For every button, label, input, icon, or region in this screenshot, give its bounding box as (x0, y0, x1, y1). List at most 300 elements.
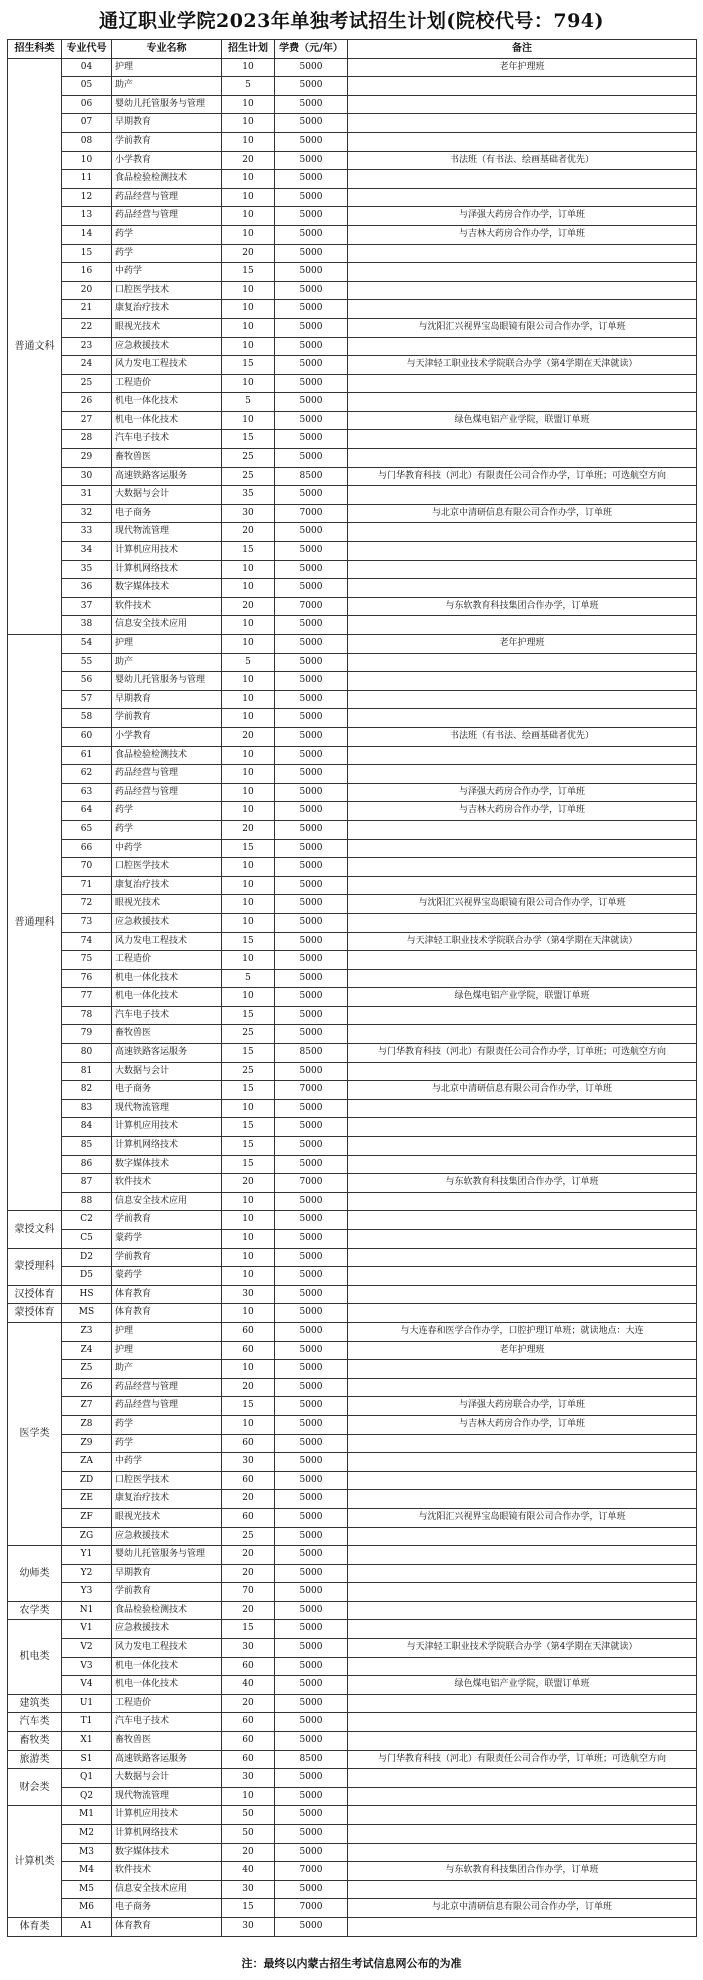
tuition-cell: 5000 (275, 393, 348, 412)
code-cell: 79 (62, 1025, 112, 1044)
tuition-cell: 5000 (275, 542, 348, 561)
plan-cell: 40 (222, 1676, 275, 1695)
code-cell: 34 (62, 542, 112, 561)
header-major: 专业名称 (112, 40, 222, 59)
remarks-cell (348, 1564, 697, 1583)
code-cell: 06 (62, 95, 112, 114)
remarks-cell (348, 1490, 697, 1509)
remarks-cell (348, 1806, 697, 1825)
major-cell: 体育教育 (112, 1304, 222, 1323)
tuition-cell: 5000 (275, 114, 348, 133)
code-cell: Q2 (62, 1787, 112, 1806)
major-cell: 药品经营与管理 (112, 1378, 222, 1397)
remarks-cell: 与天津轻工职业技术学院联合办学（第4学期在天津就读） (348, 932, 697, 951)
plan-cell: 10 (222, 1415, 275, 1434)
plan-cell: 10 (222, 783, 275, 802)
plan-cell: 10 (222, 709, 275, 728)
plan-cell: 20 (222, 1564, 275, 1583)
major-cell: 软件技术 (112, 1862, 222, 1881)
code-cell: 32 (62, 504, 112, 523)
remarks-cell (348, 1471, 697, 1490)
tuition-cell: 5000 (275, 1694, 348, 1713)
table-row (8, 1044, 697, 1063)
plan-cell: 15 (222, 1006, 275, 1025)
remarks-cell (348, 486, 697, 505)
tuition-cell: 5000 (275, 969, 348, 988)
plan-cell: 10 (222, 1211, 275, 1230)
major-cell: 护理 (112, 635, 222, 654)
tuition-cell: 5000 (275, 449, 348, 468)
table-body (8, 58, 697, 1936)
remarks-cell: 与门华教育科技（河北）有限责任公司合作办学，订单班；可选航空方向 (348, 467, 697, 486)
remarks-cell (348, 1843, 697, 1862)
plan-cell: 20 (222, 1601, 275, 1620)
tuition-cell: 5000 (275, 1527, 348, 1546)
tuition-cell: 5000 (275, 560, 348, 579)
tuition-cell: 5000 (275, 1676, 348, 1695)
tuition-cell: 5000 (275, 1099, 348, 1118)
table-row (8, 1230, 697, 1249)
header-tuition: 学费（元/年） (275, 40, 348, 59)
code-cell: 07 (62, 114, 112, 133)
category-cell: 汉授体育 (8, 1285, 62, 1304)
remarks-cell: 与东软教育科技集团合作办学，订单班 (348, 1862, 697, 1881)
major-cell: 大数据与会计 (112, 1062, 222, 1081)
tuition-cell: 5000 (275, 95, 348, 114)
tuition-cell: 5000 (275, 932, 348, 951)
major-cell: 大数据与会计 (112, 1769, 222, 1788)
plan-cell: 10 (222, 1267, 275, 1286)
plan-cell: 60 (222, 1732, 275, 1751)
code-cell: 76 (62, 969, 112, 988)
table-row (8, 1285, 697, 1304)
remarks-cell: 与泽强大药房联合办学，订单班 (348, 1397, 697, 1416)
major-cell: 机电一体化技术 (112, 1676, 222, 1695)
remarks-cell: 书法班（有书法、绘画基础者优先） (348, 151, 697, 170)
table-row (8, 1341, 697, 1360)
remarks-cell (348, 1601, 697, 1620)
tuition-cell: 5000 (275, 244, 348, 263)
plan-cell: 20 (222, 1546, 275, 1565)
table-row (8, 1508, 697, 1527)
major-cell: 信息安全技术应用 (112, 1880, 222, 1899)
plan-cell: 15 (222, 839, 275, 858)
tuition-cell: 5000 (275, 1285, 348, 1304)
major-cell: 现代物流管理 (112, 523, 222, 542)
plan-cell: 10 (222, 337, 275, 356)
remarks-cell (348, 858, 697, 877)
plan-cell: 5 (222, 653, 275, 672)
tuition-cell: 7000 (275, 597, 348, 616)
code-cell: 82 (62, 1081, 112, 1100)
table-row (8, 876, 697, 895)
plan-cell: 10 (222, 1099, 275, 1118)
remarks-cell (348, 374, 697, 393)
table-row (8, 244, 697, 263)
plan-cell: 15 (222, 932, 275, 951)
plan-cell: 20 (222, 820, 275, 839)
remarks-cell: 与门华教育科技（河北）有限责任公司合作办学，订单班；可选航空方向 (348, 1044, 697, 1063)
plan-cell: 60 (222, 1713, 275, 1732)
code-cell: V2 (62, 1639, 112, 1658)
table-row (8, 560, 697, 579)
major-cell: 药品经营与管理 (112, 765, 222, 784)
major-cell: 畜牧兽医 (112, 1025, 222, 1044)
remarks-cell: 绿色煤电铝产业学院，联盟订单班 (348, 988, 697, 1007)
code-cell: 57 (62, 690, 112, 709)
tuition-cell: 5000 (275, 1322, 348, 1341)
tuition-cell: 5000 (275, 988, 348, 1007)
plan-cell: 10 (222, 672, 275, 691)
major-cell: 学前教育 (112, 709, 222, 728)
table-row (8, 1415, 697, 1434)
major-cell: 汽车电子技术 (112, 1006, 222, 1025)
code-cell: 15 (62, 244, 112, 263)
table-row (8, 1527, 697, 1546)
major-cell: 高速铁路客运服务 (112, 467, 222, 486)
tuition-cell: 5000 (275, 430, 348, 449)
tuition-cell: 5000 (275, 374, 348, 393)
remarks-cell (348, 765, 697, 784)
code-cell: 31 (62, 486, 112, 505)
table-row (8, 1806, 697, 1825)
table-row (8, 1825, 697, 1844)
table-row (8, 393, 697, 412)
table-row (8, 1676, 697, 1695)
tuition-cell: 5000 (275, 1304, 348, 1323)
plan-cell: 25 (222, 467, 275, 486)
table-row (8, 523, 697, 542)
plan-cell: 15 (222, 1620, 275, 1639)
table-row (8, 969, 697, 988)
plan-cell: 10 (222, 1787, 275, 1806)
table-row (8, 300, 697, 319)
remarks-cell (348, 1211, 697, 1230)
plan-cell: 70 (222, 1583, 275, 1602)
remarks-cell (348, 913, 697, 932)
code-cell: 12 (62, 188, 112, 207)
table-row (8, 1583, 697, 1602)
major-cell: 软件技术 (112, 597, 222, 616)
code-cell: 56 (62, 672, 112, 691)
remarks-cell (348, 579, 697, 598)
plan-cell: 20 (222, 1378, 275, 1397)
major-cell: 助产 (112, 77, 222, 96)
remarks-cell (348, 1713, 697, 1732)
table-row (8, 783, 697, 802)
code-cell: C5 (62, 1230, 112, 1249)
table-row (8, 951, 697, 970)
code-cell: 75 (62, 951, 112, 970)
tuition-cell: 5000 (275, 1137, 348, 1156)
tuition-cell: 5000 (275, 1732, 348, 1751)
major-cell: 体育教育 (112, 1917, 222, 1936)
table-row (8, 1062, 697, 1081)
major-cell: 机电一体化技术 (112, 411, 222, 430)
tuition-cell: 5000 (275, 411, 348, 430)
remarks-cell (348, 1025, 697, 1044)
remarks-cell: 与北京中清研信息有限公司合作办学，订单班 (348, 1081, 697, 1100)
major-cell: 高速铁路客运服务 (112, 1044, 222, 1063)
plan-cell: 20 (222, 244, 275, 263)
plan-cell: 60 (222, 1508, 275, 1527)
major-cell: 数字媒体技术 (112, 1843, 222, 1862)
major-cell: 计算机网络技术 (112, 560, 222, 579)
remarks-cell (348, 560, 697, 579)
table-row (8, 1174, 697, 1193)
tuition-cell: 5000 (275, 1230, 348, 1249)
tuition-cell: 5000 (275, 1267, 348, 1286)
table-row (8, 1899, 697, 1918)
table-row (8, 1862, 697, 1881)
plan-cell: 60 (222, 1471, 275, 1490)
tuition-cell: 5000 (275, 300, 348, 319)
plan-cell: 5 (222, 969, 275, 988)
remarks-cell (348, 1248, 697, 1267)
plan-cell: 15 (222, 1081, 275, 1100)
plan-cell: 10 (222, 1192, 275, 1211)
category-cell: 体育类 (8, 1917, 62, 1936)
code-cell: Z4 (62, 1341, 112, 1360)
code-cell: 55 (62, 653, 112, 672)
code-cell: Z8 (62, 1415, 112, 1434)
remarks-cell (348, 653, 697, 672)
remarks-cell (348, 1192, 697, 1211)
tuition-cell: 5000 (275, 1639, 348, 1658)
code-cell: 05 (62, 77, 112, 96)
table-row (8, 58, 697, 77)
major-cell: 康复治疗技术 (112, 300, 222, 319)
plan-cell: 20 (222, 1843, 275, 1862)
table-row (8, 1713, 697, 1732)
table-row (8, 170, 697, 189)
remarks-cell: 与门华教育科技（河北）有限责任公司合作办学，订单班；可选航空方向 (348, 1750, 697, 1769)
code-cell: 72 (62, 895, 112, 914)
code-cell: 36 (62, 579, 112, 598)
plan-cell: 15 (222, 263, 275, 282)
plan-cell: 10 (222, 1360, 275, 1379)
major-cell: 护理 (112, 58, 222, 77)
plan-cell: 15 (222, 1118, 275, 1137)
remarks-cell: 与吉林大药房合作办学，订单班 (348, 225, 697, 244)
category-cell: 汽车类 (8, 1713, 62, 1732)
major-cell: 康复治疗技术 (112, 876, 222, 895)
remarks-cell (348, 746, 697, 765)
major-cell: 口腔医学技术 (112, 858, 222, 877)
tuition-cell: 5000 (275, 1880, 348, 1899)
tuition-cell: 5000 (275, 635, 348, 654)
plan-cell: 10 (222, 951, 275, 970)
code-cell: Z9 (62, 1434, 112, 1453)
code-cell: 81 (62, 1062, 112, 1081)
table-row (8, 1211, 697, 1230)
table-row (8, 635, 697, 654)
remarks-cell (348, 1230, 697, 1249)
category-cell: 畜牧类 (8, 1732, 62, 1751)
code-cell: 35 (62, 560, 112, 579)
remarks-cell (348, 263, 697, 282)
major-cell: 口腔医学技术 (112, 281, 222, 300)
tuition-cell: 5000 (275, 579, 348, 598)
tuition-cell: 5000 (275, 1825, 348, 1844)
plan-cell: 30 (222, 1639, 275, 1658)
plan-cell: 60 (222, 1322, 275, 1341)
plan-cell: 60 (222, 1750, 275, 1769)
remarks-cell (348, 1787, 697, 1806)
table-row (8, 1732, 697, 1751)
code-cell: 14 (62, 225, 112, 244)
code-cell: ZG (62, 1527, 112, 1546)
remarks-cell (348, 449, 697, 468)
plan-cell: 20 (222, 1490, 275, 1509)
remarks-cell (348, 1285, 697, 1304)
remarks-cell (348, 1732, 697, 1751)
table-row (8, 1434, 697, 1453)
code-cell: Q1 (62, 1769, 112, 1788)
remarks-cell: 绿色煤电铝产业学院，联盟订单班 (348, 411, 697, 430)
remarks-cell: 书法班（有书法、绘画基础者优先） (348, 727, 697, 746)
table-row (8, 1657, 697, 1676)
category-cell: 普通理科 (8, 635, 62, 1211)
major-cell: 数字媒体技术 (112, 1155, 222, 1174)
category-cell: 财会类 (8, 1769, 62, 1806)
table-row (8, 579, 697, 598)
major-cell: 信息安全技术应用 (112, 616, 222, 635)
code-cell: 77 (62, 988, 112, 1007)
remarks-cell (348, 542, 697, 561)
header-plan: 招生计划 (222, 40, 275, 59)
code-cell: ZD (62, 1471, 112, 1490)
code-cell: M4 (62, 1862, 112, 1881)
table-row (8, 1192, 697, 1211)
tuition-cell: 5000 (275, 207, 348, 226)
major-cell: 眼视光技术 (112, 895, 222, 914)
remarks-cell: 与东软教育科技集团合作办学，订单班 (348, 1174, 697, 1193)
plan-cell: 20 (222, 727, 275, 746)
header-remarks: 备注 (348, 40, 697, 59)
code-cell: M1 (62, 1806, 112, 1825)
remarks-cell (348, 281, 697, 300)
category-cell: 幼师类 (8, 1546, 62, 1602)
code-cell: 83 (62, 1099, 112, 1118)
tuition-cell: 5000 (275, 225, 348, 244)
major-cell: 药品经营与管理 (112, 188, 222, 207)
tuition-cell: 5000 (275, 1434, 348, 1453)
table-row (8, 765, 697, 784)
category-cell: 蒙授文科 (8, 1211, 62, 1248)
tuition-cell: 5000 (275, 486, 348, 505)
major-cell: 机电一体化技术 (112, 988, 222, 1007)
major-cell: 康复治疗技术 (112, 1490, 222, 1509)
major-cell: 婴幼儿托管服务与管理 (112, 672, 222, 691)
major-cell: 早期教育 (112, 690, 222, 709)
table-row (8, 1304, 697, 1323)
remarks-cell: 与天津轻工职业技术学院联合办学（第4学期在天津就读） (348, 356, 697, 375)
major-cell: 计算机网络技术 (112, 1825, 222, 1844)
major-cell: 眼视光技术 (112, 1508, 222, 1527)
major-cell: 现代物流管理 (112, 1787, 222, 1806)
code-cell: V4 (62, 1676, 112, 1695)
plan-cell: 25 (222, 1062, 275, 1081)
tuition-cell: 5000 (275, 1917, 348, 1936)
tuition-cell: 5000 (275, 1378, 348, 1397)
remarks-cell: 与沈阳汇兴视界宝岛眼镜有限公司合作办学，订单班 (348, 1508, 697, 1527)
plan-cell: 10 (222, 132, 275, 151)
table-row (8, 1880, 697, 1899)
plan-cell: 30 (222, 1285, 275, 1304)
major-cell: 高速铁路客运服务 (112, 1750, 222, 1769)
plan-cell: 10 (222, 95, 275, 114)
plan-cell: 10 (222, 635, 275, 654)
plan-cell: 10 (222, 411, 275, 430)
code-cell: M6 (62, 1899, 112, 1918)
remarks-cell (348, 77, 697, 96)
major-cell: 机电一体化技术 (112, 1657, 222, 1676)
table-row (8, 1564, 697, 1583)
table-row (8, 895, 697, 914)
plan-cell: 20 (222, 523, 275, 542)
tuition-cell: 5000 (275, 876, 348, 895)
table-row (8, 1360, 697, 1379)
tuition-cell: 7000 (275, 1862, 348, 1881)
code-cell: 37 (62, 597, 112, 616)
tuition-cell: 5000 (275, 1713, 348, 1732)
table-row (8, 746, 697, 765)
tuition-cell: 5000 (275, 1118, 348, 1137)
major-cell: 中药学 (112, 1453, 222, 1472)
tuition-cell: 5000 (275, 1508, 348, 1527)
table-row (8, 374, 697, 393)
remarks-cell: 与北京中清研信息有限公司合作办学，订单班 (348, 1899, 697, 1918)
plan-cell: 10 (222, 207, 275, 226)
tuition-cell: 5000 (275, 839, 348, 858)
code-cell: 22 (62, 318, 112, 337)
remarks-cell (348, 1434, 697, 1453)
remarks-cell (348, 337, 697, 356)
code-cell: N1 (62, 1601, 112, 1620)
code-cell: 71 (62, 876, 112, 895)
major-cell: 助产 (112, 653, 222, 672)
tuition-cell: 5000 (275, 653, 348, 672)
table-row (8, 188, 697, 207)
major-cell: 药学 (112, 820, 222, 839)
plan-cell: 10 (222, 802, 275, 821)
major-cell: 学前教育 (112, 132, 222, 151)
table-row (8, 597, 697, 616)
remarks-cell (348, 839, 697, 858)
tuition-cell: 5000 (275, 1601, 348, 1620)
plan-cell: 10 (222, 858, 275, 877)
remarks-cell (348, 1378, 697, 1397)
remarks-cell (348, 1825, 697, 1844)
table-header-row (8, 40, 697, 59)
tuition-cell: 5000 (275, 690, 348, 709)
remarks-cell: 与大连春和医学合作办学，口腔护理订单班；就读地点：大连 (348, 1322, 697, 1341)
major-cell: 风力发电工程技术 (112, 356, 222, 375)
tuition-cell: 5000 (275, 1415, 348, 1434)
table-row (8, 1025, 697, 1044)
plan-cell: 10 (222, 281, 275, 300)
major-cell: 电子商务 (112, 1899, 222, 1918)
remarks-cell (348, 876, 697, 895)
code-cell: M3 (62, 1843, 112, 1862)
code-cell: V1 (62, 1620, 112, 1639)
remarks-cell (348, 1267, 697, 1286)
table-row (8, 263, 697, 282)
header-code: 专业代号 (62, 40, 112, 59)
tuition-cell: 7000 (275, 1899, 348, 1918)
major-cell: 小学教育 (112, 151, 222, 170)
